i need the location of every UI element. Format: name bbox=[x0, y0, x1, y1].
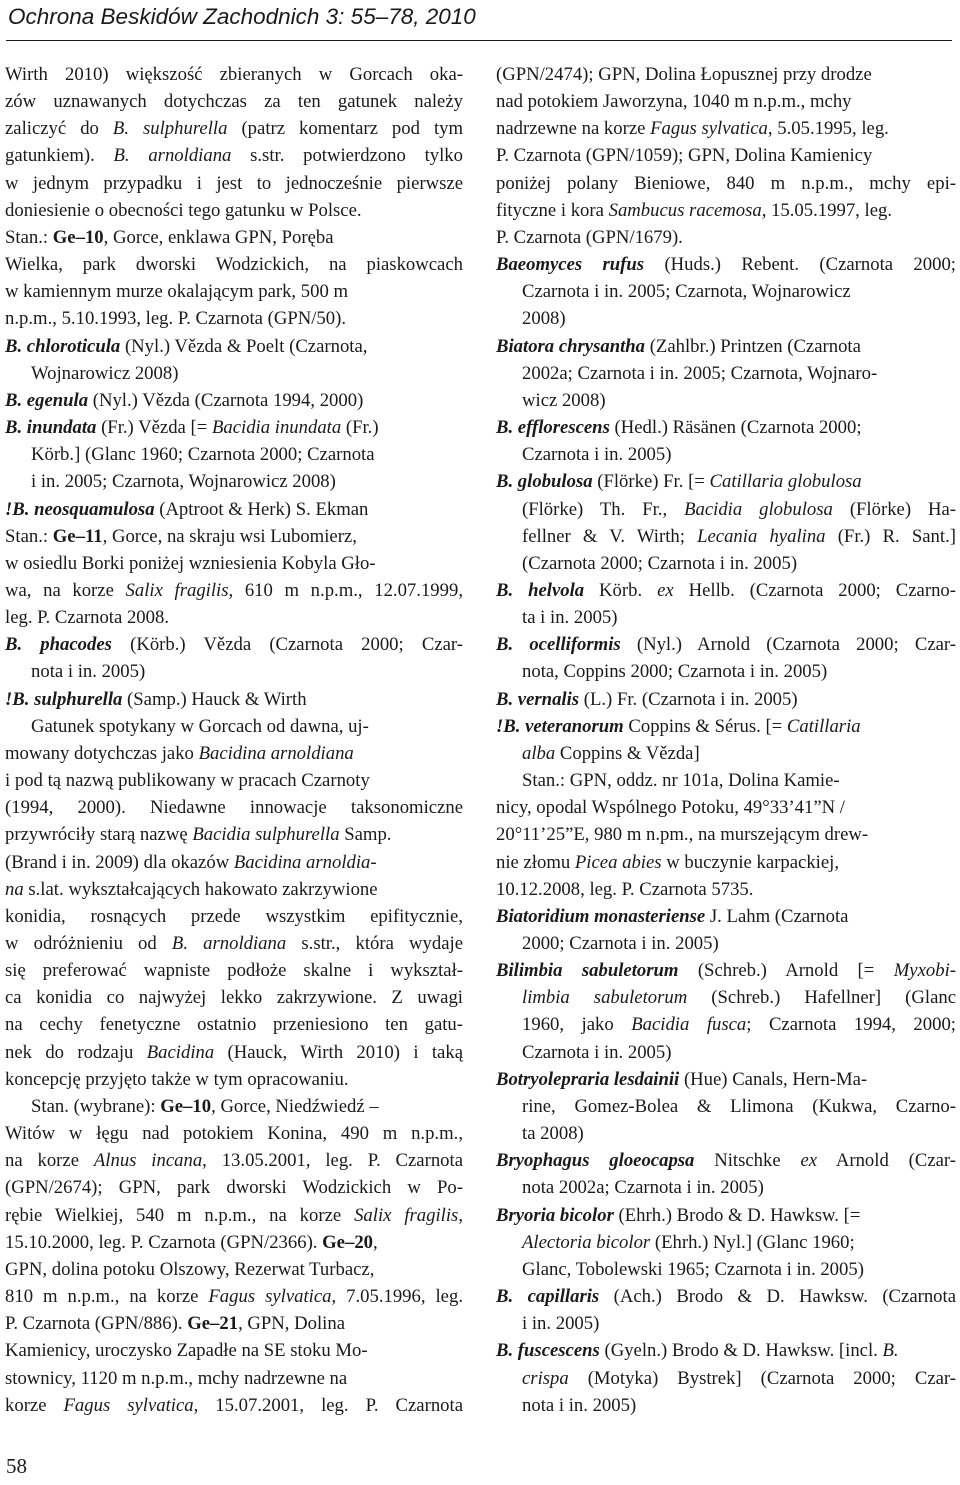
text-line bbox=[5, 1229, 463, 1256]
text-line bbox=[5, 1337, 463, 1364]
italic-text: Bacidia fusca bbox=[631, 1014, 747, 1036]
text-run: , 15.05.1997, leg. bbox=[761, 199, 893, 221]
text-run: 1960, jako bbox=[522, 1014, 632, 1036]
text-run: i pod tą nazwą publikowany w pracach Czarnoty bbox=[5, 770, 370, 792]
text-line bbox=[496, 496, 956, 523]
text-line bbox=[5, 142, 463, 169]
text-line bbox=[496, 1229, 956, 1256]
text-run: (Samp.) Hauck & Wirth bbox=[122, 688, 307, 710]
taxon-name: B. helvola bbox=[496, 579, 585, 601]
text-line bbox=[496, 61, 956, 88]
text-line bbox=[5, 170, 463, 197]
text-line bbox=[5, 333, 463, 360]
text-line bbox=[5, 387, 463, 414]
italic-text: Bacidia sulphurella bbox=[192, 824, 340, 846]
taxon-name: B. chloroticula bbox=[5, 335, 121, 357]
text-line bbox=[496, 1066, 956, 1093]
text-run: (Flörke) Ha- bbox=[832, 498, 957, 520]
text-line bbox=[496, 387, 956, 414]
text-run: (Motyka) Bystrek] (Czarnota 2000; Czar- bbox=[568, 1367, 956, 1389]
taxon-name: B. fuscescens bbox=[496, 1340, 600, 1362]
text-line bbox=[496, 305, 956, 332]
taxon-name: !B. neosquamulosa bbox=[5, 498, 155, 520]
text-run: Gatunek spotykany w Gorcach od dawna, uj- bbox=[31, 715, 369, 737]
text-run: Coppins & Vězda] bbox=[555, 742, 700, 764]
text-line bbox=[496, 604, 956, 631]
text-line bbox=[496, 278, 956, 305]
text-run: (Fr.) R. Sant.] bbox=[825, 525, 956, 547]
text-line bbox=[5, 224, 463, 251]
taxon-name: B. capillaris bbox=[496, 1286, 600, 1308]
text-run: P. Czarnota (GPN/1059); GPN, Dolina Kamienicy bbox=[496, 145, 873, 167]
text-line bbox=[496, 713, 956, 740]
text-line bbox=[496, 251, 956, 278]
text-line bbox=[496, 1202, 956, 1229]
text-line bbox=[496, 1365, 956, 1392]
italic-text: Lecania hyalina bbox=[697, 525, 826, 547]
italic-text: B. sulphurella bbox=[112, 118, 228, 140]
text-run: (Schreb.) Hafellner] (Glanc bbox=[687, 987, 956, 1009]
text-line bbox=[5, 713, 463, 740]
taxon-name: !B. sulphurella bbox=[5, 688, 123, 710]
italic-text: Bacidina arnoldia- bbox=[233, 851, 377, 873]
text-run: na korze bbox=[5, 1150, 94, 1172]
text-run: (1994, 2000). Niedawne innowacje taksonomiczne bbox=[5, 797, 463, 819]
text-line bbox=[5, 631, 463, 658]
text-run: , Gorce, Niedźwiedź – bbox=[211, 1095, 379, 1117]
text-line bbox=[496, 1392, 956, 1419]
text-line bbox=[5, 1093, 463, 1120]
italic-text: Fagus sylvatica bbox=[650, 118, 768, 140]
text-run: i in. 2005; Czarnota, Wojnarowicz 2008) bbox=[31, 471, 336, 493]
text-line bbox=[5, 305, 463, 332]
text-run: rębie Wielkiej, 540 m n.p.m., na korze bbox=[5, 1204, 355, 1226]
text-run: , 13.05.2001, leg. P. Czarnota bbox=[202, 1150, 464, 1172]
text-run: rine, Gomez-Bolea & Llimona (Kukwa, Czarno- bbox=[522, 1095, 956, 1117]
italic-text: Salix fragilis bbox=[354, 1204, 459, 1226]
text-run: Witów w łęgu nad potokiem Konina, 490 m n.p.m., bbox=[5, 1123, 463, 1145]
italic-text: ex bbox=[657, 579, 674, 601]
text-line bbox=[496, 849, 956, 876]
text-line bbox=[5, 61, 463, 88]
text-run: , 5.05.1995, leg. bbox=[767, 118, 889, 140]
text-line bbox=[496, 441, 956, 468]
text-run: , 15.07.2001, leg. P. Czarnota bbox=[193, 1394, 464, 1416]
text-run: , bbox=[373, 1231, 378, 1253]
text-run: (Fr.) Vězda [= bbox=[96, 417, 212, 439]
text-run: nad potokiem Jaworzyna, 1040 m n.p.m., mchy bbox=[496, 91, 852, 113]
text-run: (Huds.) Rebent. (Czarnota 2000; bbox=[644, 254, 956, 276]
text-line bbox=[5, 550, 463, 577]
text-run: stownicy, 1120 m n.p.m., mchy nadrzewne na bbox=[5, 1367, 348, 1389]
italic-text: ex bbox=[800, 1150, 818, 1172]
text-line bbox=[496, 1120, 956, 1147]
text-run: (Hedl.) Räsänen (Czarnota 2000; bbox=[609, 417, 862, 439]
text-run: (Flörke) Th. Fr., bbox=[522, 498, 685, 520]
text-run: (Ehrh.) Nyl.] (Glanc 1960; bbox=[650, 1231, 855, 1253]
text-line bbox=[496, 360, 956, 387]
text-run: (Fr.) bbox=[341, 417, 379, 439]
journal-citation: Ochrona Beskidów Zachodnich 3: 55–78, 2010 bbox=[8, 4, 476, 29]
text-line bbox=[496, 1039, 956, 1066]
text-run: Wielka, park dworski Wodzickich, na piaskowcach bbox=[5, 254, 463, 276]
text-run: w odróżnieniu od bbox=[5, 933, 172, 954]
text-run: Samp. bbox=[339, 824, 392, 846]
text-run: Coppins & Sérus. [= bbox=[623, 715, 787, 737]
text-run: 2008) bbox=[522, 308, 566, 330]
text-line bbox=[5, 523, 463, 550]
left-column bbox=[5, 61, 463, 1419]
text-run: Wirth 2010) większość zbieranych w Gorcach oka- bbox=[5, 64, 463, 85]
text-run: ca konidia co najwyżej lekko zakrzywione. Z uwagi bbox=[5, 987, 463, 1009]
text-line bbox=[5, 686, 463, 713]
text-line bbox=[5, 1039, 463, 1066]
text-run: GPN, dolina potoku Olszowy, Rezerwat Turbacz, bbox=[5, 1258, 375, 1280]
text-run: korze bbox=[5, 1394, 64, 1416]
text-run: Wojnarowicz 2008) bbox=[31, 362, 179, 384]
text-line bbox=[5, 1174, 463, 1201]
italic-text: Alectoria bicolor bbox=[522, 1231, 651, 1253]
text-run: (Gyeln.) Brodo & D. Hawksw. [incl. bbox=[599, 1340, 883, 1362]
text-line bbox=[5, 1011, 463, 1038]
text-run: konidia, rosnących przede wszystkim epifitycznie, bbox=[5, 905, 463, 927]
text-run: (L.) Fr. (Czarnota i in. 2005) bbox=[579, 688, 798, 710]
text-run: (Hauck, Wirth 2010) i taką bbox=[214, 1041, 463, 1063]
italic-text: Sambucus racemosa bbox=[608, 199, 762, 221]
text-run: na cechy fenetyczne ostatnio przeniesiono ten gatu- bbox=[5, 1014, 463, 1036]
text-run: nota i in. 2005) bbox=[31, 661, 146, 683]
text-run: , 610 m n.p.m., 12.07.1999, bbox=[228, 579, 463, 601]
text-line bbox=[496, 984, 956, 1011]
text-line bbox=[5, 115, 463, 142]
text-run: 20°11’25”E, 980 m n.pm., na murszejącym drew- bbox=[496, 824, 869, 846]
text-run: i in. 2005) bbox=[522, 1313, 600, 1335]
text-line bbox=[496, 88, 956, 115]
text-line bbox=[496, 876, 956, 903]
text-run: nota i in. 2005) bbox=[522, 1394, 637, 1416]
text-line bbox=[5, 794, 463, 821]
text-line bbox=[496, 957, 956, 984]
text-line bbox=[5, 197, 463, 224]
taxon-name: Baeomyces rufus bbox=[496, 254, 645, 276]
text-run: Körb. bbox=[584, 579, 658, 601]
text-run: w jednym przypadku i jest to jednocześnie pierwsze bbox=[5, 172, 463, 194]
text-run: (Aptroot & Herk) S. Ekman bbox=[154, 498, 369, 520]
text-run: Czarnota i in. 2005) bbox=[522, 1041, 672, 1063]
text-run: 2002a; Czarnota i in. 2005; Czarnota, Wojnaro- bbox=[522, 362, 878, 384]
italic-text: Bacidia globulosa bbox=[684, 498, 833, 520]
italic-text: Fagus sylvatica bbox=[63, 1394, 194, 1416]
text-run: nie złomu bbox=[496, 851, 575, 873]
text-line bbox=[496, 631, 956, 658]
text-run: w kamiennym murze okalającym park, 500 m bbox=[5, 281, 349, 303]
text-run: 810 m n.p.m., na korze bbox=[5, 1286, 209, 1308]
italic-text: Bacidina bbox=[146, 1041, 215, 1063]
text-line bbox=[5, 1283, 463, 1310]
text-run: (patrz komentarz pod tym bbox=[227, 118, 464, 140]
text-run: (Schreb.) Arnold [= bbox=[678, 960, 894, 982]
italic-text: alba bbox=[522, 742, 556, 764]
text-line bbox=[5, 903, 463, 930]
text-run: nota, Coppins 2000; Czarnota i in. 2005) bbox=[522, 661, 828, 683]
italic-text: limbia sabuletorum bbox=[522, 987, 688, 1009]
text-run: się preferować wapniste podłoże skalne i wykształ- bbox=[5, 960, 463, 982]
text-run: J. Lahm (Czarnota bbox=[705, 905, 849, 927]
text-run: (Hue) Canals, Hern-Ma- bbox=[679, 1068, 868, 1090]
text-line bbox=[5, 984, 463, 1011]
text-line bbox=[5, 930, 463, 957]
text-run: 10.12.2008, leg. P. Czarnota 5735. bbox=[496, 878, 754, 900]
italic-text: B. arnoldiana bbox=[171, 933, 287, 954]
text-line bbox=[5, 1365, 463, 1392]
text-line bbox=[5, 251, 463, 278]
text-line bbox=[496, 577, 956, 604]
text-run: P. Czarnota (GPN/886). bbox=[5, 1313, 188, 1335]
text-line bbox=[496, 1011, 956, 1038]
text-line bbox=[496, 224, 956, 251]
text-line bbox=[5, 441, 463, 468]
italic-text: Fagus sylvatica bbox=[208, 1286, 332, 1308]
text-run: Czarnota i in. 2005) bbox=[522, 444, 672, 466]
text-line bbox=[5, 1256, 463, 1283]
text-run: fityczne i kora bbox=[496, 199, 609, 221]
text-run: wicz 2008) bbox=[522, 389, 606, 411]
text-run: poniżej polany Bieniowe, 840 m n.p.m., mchy epi- bbox=[496, 172, 956, 194]
taxon-name: Bryophagus gloeocapsa bbox=[496, 1150, 695, 1172]
taxon-name: B. efflorescens bbox=[496, 417, 610, 439]
text-run: zaliczyć do bbox=[5, 118, 113, 140]
text-line bbox=[5, 1066, 463, 1093]
text-line bbox=[496, 903, 956, 930]
text-run: Arnold (Czar- bbox=[817, 1150, 956, 1172]
taxon-name: Botryolepraria lesdainii bbox=[496, 1068, 680, 1090]
text-run: Kamienicy, uroczysko Zapadłe na SE stoku Mo- bbox=[5, 1340, 368, 1362]
italic-text: Salix fragilis bbox=[125, 579, 229, 601]
text-run: s.str., która wydaje bbox=[286, 933, 463, 954]
taxon-name: B. egenula bbox=[5, 389, 89, 411]
text-line bbox=[5, 1120, 463, 1147]
text-line bbox=[5, 1147, 463, 1174]
text-line bbox=[5, 468, 463, 495]
text-run: nadrzewne na korze bbox=[496, 118, 651, 140]
italic-text: Picea abies bbox=[574, 851, 662, 873]
text-run: , GPN, Dolina bbox=[238, 1313, 345, 1335]
text-line bbox=[496, 740, 956, 767]
italic-text: Bacidina arnoldiana bbox=[198, 742, 354, 764]
text-line bbox=[496, 686, 956, 713]
text-run: nota 2002a; Czarnota i in. 2005) bbox=[522, 1177, 764, 1199]
text-run: zów uznawanych dotychczas za ten gatunek należy bbox=[5, 91, 463, 113]
text-line bbox=[5, 658, 463, 685]
italic-text: Catillaria bbox=[786, 715, 861, 737]
text-line bbox=[496, 170, 956, 197]
italic-text: na bbox=[5, 878, 24, 900]
text-run: Stan.: bbox=[5, 226, 53, 248]
text-run: w osiedlu Borki poniżej wzniesienia Kobyla Gło- bbox=[5, 552, 376, 574]
text-run: (Flörke) Fr. [= bbox=[592, 471, 710, 493]
text-line bbox=[496, 930, 956, 957]
text-run: n.p.m., 5.10.1993, leg. P. Czarnota (GPN/50). bbox=[5, 308, 347, 330]
text-run: (GPN/2474); GPN, Dolina Łopusznej przy drodze bbox=[496, 64, 872, 85]
text-run: Nitschke bbox=[694, 1150, 801, 1172]
text-run: s.str. potwierdzono tylko bbox=[231, 145, 463, 167]
taxon-name: Bilimbia sabuletorum bbox=[496, 960, 679, 982]
text-line bbox=[5, 821, 463, 848]
text-line bbox=[496, 1310, 956, 1337]
text-run: (Nyl.) Arnold (Czarnota 2000; Czar- bbox=[620, 634, 956, 656]
bold-text: Ge–10 bbox=[52, 226, 104, 248]
text-line bbox=[496, 414, 956, 441]
text-run: koncepcję przyjęto także w tym opracowaniu. bbox=[5, 1068, 349, 1090]
text-line bbox=[496, 1174, 956, 1201]
running-header bbox=[6, 2, 952, 41]
text-line bbox=[496, 1283, 956, 1310]
text-line bbox=[496, 1337, 956, 1364]
text-run: doniesienie o obecności tego gatunku w Polsce. bbox=[5, 199, 362, 221]
text-run: ta 2008) bbox=[522, 1123, 584, 1145]
taxon-name: B. ocelliformis bbox=[496, 634, 621, 656]
text-line bbox=[496, 197, 956, 224]
text-run: wa, na korze bbox=[5, 579, 126, 601]
taxon-name: Biatoridium monasteriense bbox=[496, 905, 706, 927]
italic-text: Alnus incana bbox=[93, 1150, 203, 1172]
text-line bbox=[5, 876, 463, 903]
text-line bbox=[496, 523, 956, 550]
text-run: (Nyl.) Vězda & Poelt (Czarnota, bbox=[120, 335, 368, 357]
taxon-name: Bryoria bicolor bbox=[496, 1204, 614, 1226]
text-line bbox=[496, 821, 956, 848]
text-run: w buczynie karpackiej, bbox=[661, 851, 840, 873]
text-run: (Ach.) Brodo & D. Hawksw. (Czarnota bbox=[599, 1286, 957, 1308]
text-line bbox=[496, 1093, 956, 1120]
text-line bbox=[5, 278, 463, 305]
right-column bbox=[496, 61, 956, 1419]
taxon-name: B. vernalis bbox=[496, 688, 580, 710]
text-run: fellner & V. Wirth; bbox=[522, 525, 698, 547]
text-run: (Brand i in. 2009) dla okazów bbox=[5, 851, 234, 873]
text-run: (Nyl.) Vězda (Czarnota 1994, 2000) bbox=[88, 389, 364, 411]
text-run: mowany dotychczas jako bbox=[5, 742, 199, 764]
taxon-name: !B. veteranorum bbox=[496, 715, 624, 737]
taxon-name: Biatora chrysantha bbox=[496, 335, 646, 357]
taxon-name: B. phacodes bbox=[5, 634, 112, 656]
text-line bbox=[496, 333, 956, 360]
text-line bbox=[5, 767, 463, 794]
text-line bbox=[496, 767, 956, 794]
text-line bbox=[5, 604, 463, 631]
taxon-name: B. globulosa bbox=[496, 471, 593, 493]
text-run: (Ehrh.) Brodo & D. Hawksw. [= bbox=[613, 1204, 861, 1226]
text-run: (Czarnota 2000; Czarnota i in. 2005) bbox=[522, 552, 798, 574]
text-line bbox=[496, 1256, 956, 1283]
text-run: (Zahlbr.) Printzen (Czarnota bbox=[645, 335, 861, 357]
text-line bbox=[5, 1202, 463, 1229]
text-line bbox=[5, 414, 463, 441]
taxon-name: B. inundata bbox=[5, 417, 97, 439]
text-line bbox=[496, 550, 956, 577]
text-run: Hellb. (Czarnota 2000; Czarno- bbox=[673, 579, 956, 601]
text-run: (GPN/2674); GPN, park dworski Wodzickich w Po- bbox=[5, 1177, 463, 1199]
text-line bbox=[5, 360, 463, 387]
text-run: (Körb.) Vězda (Czarnota 2000; Czar- bbox=[111, 634, 464, 656]
text-line bbox=[5, 957, 463, 984]
text-line bbox=[496, 794, 956, 821]
text-run: przywróciły starą nazwę bbox=[5, 824, 193, 846]
text-run: ta i in. 2005) bbox=[522, 607, 618, 629]
text-run: Glanc, Tobolewski 1965; Czarnota i in. 2005) bbox=[522, 1258, 864, 1280]
italic-text: Bacidia inundata bbox=[211, 417, 342, 439]
text-run: gatunkiem). bbox=[5, 145, 114, 167]
italic-text: crispa bbox=[522, 1367, 569, 1389]
text-line bbox=[496, 1147, 956, 1174]
text-run: , Gorce, enklawa GPN, Poręba bbox=[103, 226, 334, 248]
text-run: Körb.] (Glanc 1960; Czarnota 2000; Czarnota bbox=[31, 444, 375, 466]
bold-text: Ge–11 bbox=[52, 525, 103, 547]
page-number: 58 bbox=[6, 1454, 27, 1478]
text-line bbox=[496, 142, 956, 169]
text-run: s.lat. wykształcających hakowato zakrzywione bbox=[23, 878, 378, 900]
text-run: , bbox=[458, 1204, 463, 1226]
text-run: Stan.: bbox=[5, 525, 53, 547]
text-line bbox=[5, 740, 463, 767]
text-run: , 7.05.1996, leg. bbox=[331, 1286, 463, 1308]
text-run: Stan. (wybrane): bbox=[31, 1095, 161, 1117]
text-line bbox=[5, 1392, 463, 1419]
text-run: 2000; Czarnota i in. 2005) bbox=[522, 933, 719, 954]
text-run: Stan.: GPN, oddz. nr 101a, Dolina Kamie- bbox=[522, 770, 840, 792]
italic-text: Myxobi- bbox=[893, 960, 956, 982]
text-run: nek do rodzaju bbox=[5, 1041, 147, 1063]
italic-text: Catillaria globulosa bbox=[709, 471, 862, 493]
text-line bbox=[5, 88, 463, 115]
text-line bbox=[496, 115, 956, 142]
text-line bbox=[5, 1310, 463, 1337]
text-run: nicy, opodal Wspólnego Potoku, 49°33’41”N / bbox=[496, 797, 846, 819]
italic-text: B. bbox=[882, 1340, 899, 1362]
text-run: , Gorce, na skraju wsi Lubomierz, bbox=[102, 525, 357, 547]
text-run: Czarnota i in. 2005; Czarnota, Wojnarowicz bbox=[522, 281, 851, 303]
text-line bbox=[496, 658, 956, 685]
bold-text: Ge–21 bbox=[187, 1313, 239, 1335]
text-run: P. Czarnota (GPN/1679). bbox=[496, 226, 683, 248]
italic-text: B. arnoldiana bbox=[113, 145, 232, 167]
text-line bbox=[5, 496, 463, 523]
text-run: 15.10.2000, leg. P. Czarnota (GPN/2366). bbox=[5, 1231, 323, 1253]
bold-text: Ge–10 bbox=[160, 1095, 212, 1117]
text-run: ; Czarnota 1994, 2000; bbox=[746, 1014, 956, 1036]
text-line bbox=[5, 849, 463, 876]
text-run: leg. P. Czarnota 2008. bbox=[5, 607, 170, 629]
text-line bbox=[5, 577, 463, 604]
bold-text: Ge–20 bbox=[322, 1231, 374, 1253]
text-line bbox=[496, 468, 956, 495]
